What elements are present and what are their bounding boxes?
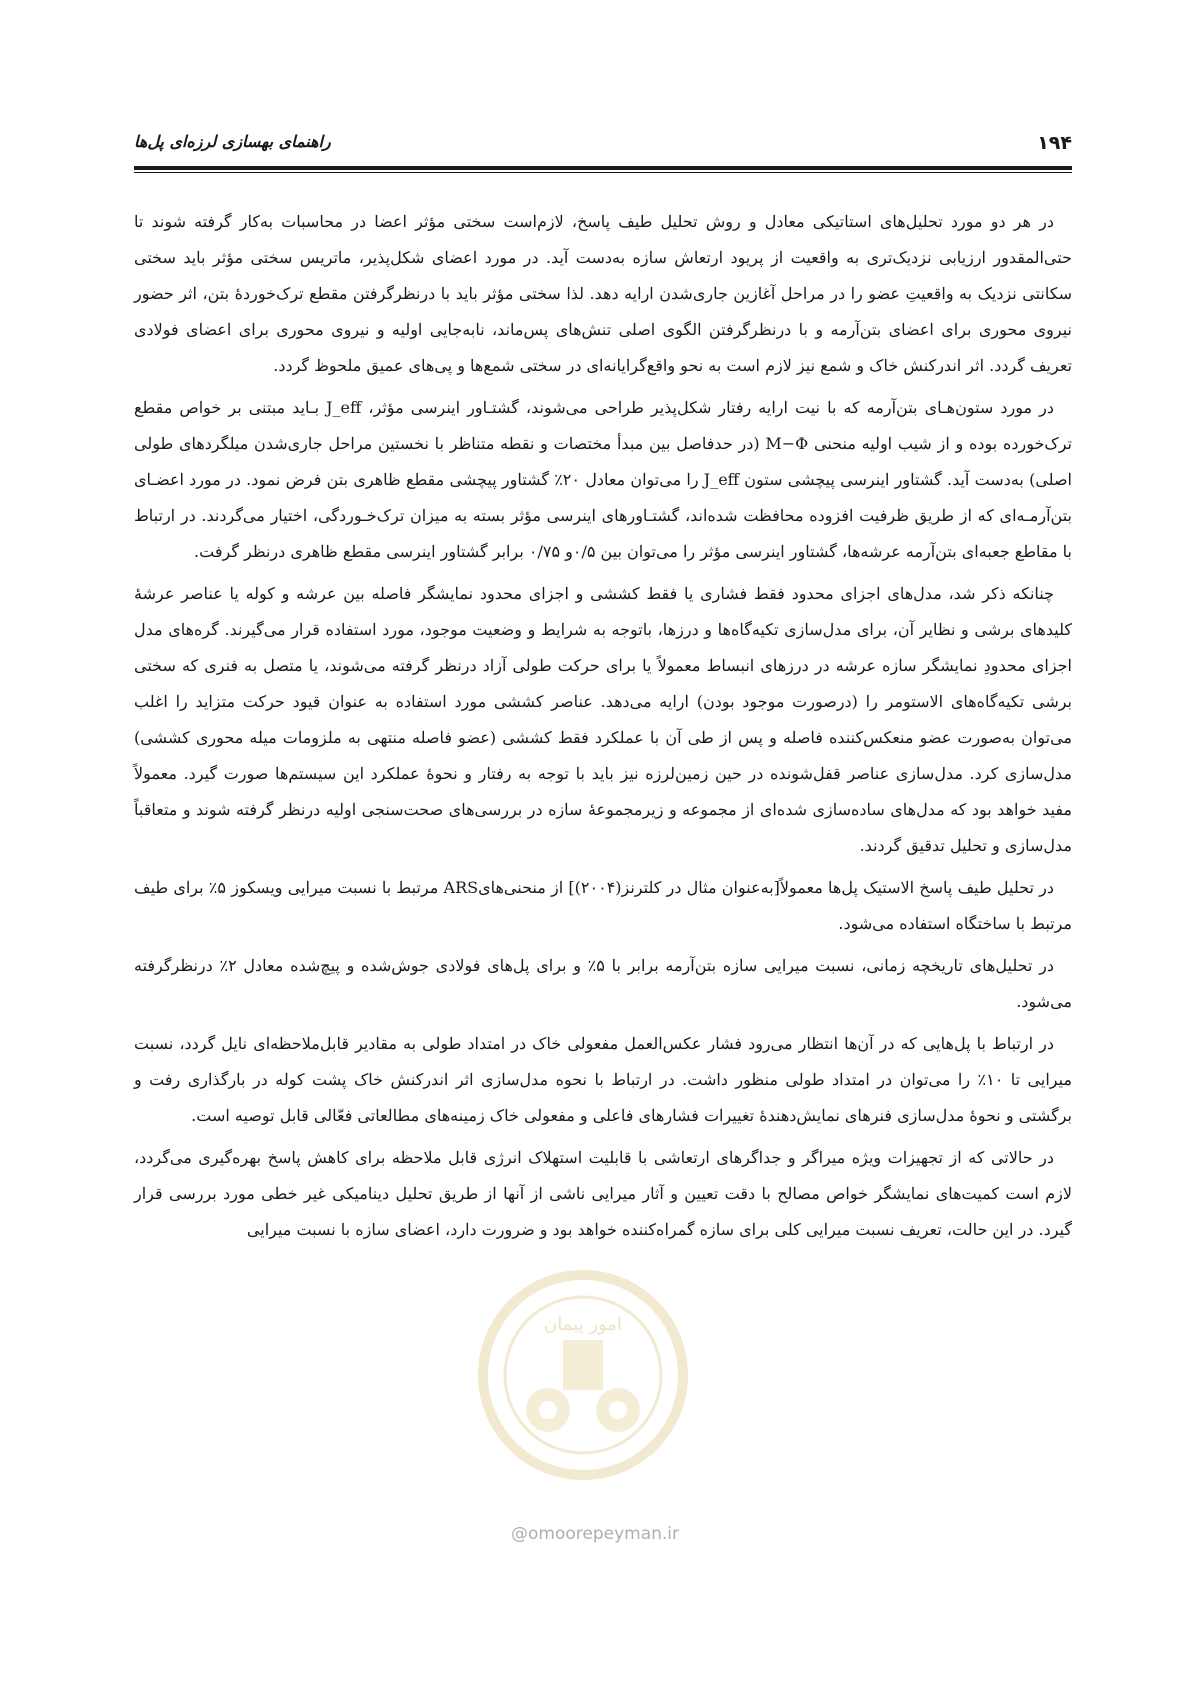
header-rule-thin [134,172,1072,173]
paragraph-column-inertia: در مورد ستون‌هـای بتن‌آرمه که با نیت ارایه رفتار شکل‌پذیر طراحی می‌شوند، گشتـاور اینرسی مؤثر، J_eff بـاید مبتنی بر خواص مقطع ترک‌خورده بوده و از شیب اولیه منحنی M−Φ (در حدفاصل بین مبدأ مختصات و نقطه متناظر با نخستین مراحل جاری‌شدن میلگردهای طولی اصلی) به‌دست آید. گشتاور اینرسی پیچشی ستون J_eff را می‌توان معادل ۲۰٪ گشتاور پیچشی مقطع ظاهری بتن فرض نمود. در مورد اعضـای بتن‌آرمـه‌ای که از طریق ظرفیت افزوده محافظت شده‌اند، گشتـاورهای اینرسی مؤثر بسته به میزان ترک‌خـوردگی، اختیار می‌گردند. در ارتباط با مقاطع جعبه‌ای بتن‌آرمه عرشه‌ها، گشتاور اینرسی مؤثر را می‌توان بین ۰/۵و ۰/۷۵ برابر گشتاور اینرسی مقطع ظاهری درنظر گرفت. [134,398,1072,561]
paragraph-finite-element-models: چنانکه ذکر شد، مدل‌های اجزای محدود فقط فشاری یا فقط کششی و اجزای محدود نمایشگر فاصله بین عرشه و کوله یا عناصر عرشهٔ کلیدهای برشی و نظایر آن، برای مدل‌سازی تکیه‌گاه‌ها و درزها، باتوجه به شرایط و وضعیت موجود، مورد استفاده قرار می‌گیرند. گره‌های مدل اجزای محدودِ نمایشگر سازه عرشه در درزهای انبساط معمولاً یا برای حرکت طولی آزاد درنظر گرفته می‌شوند، یا متصل به فنری که سختی برشی تکیه‌گاه‌های الاستومر را (درصورت موجود بودن) ارایه می‌دهد. عناصر کششی مورد استفاده به عنوان قیود حرکت متزاید را اغلب می‌توان به‌صورت عضو منعکس‌کننده فاصله و پس از طی آن با عملکرد فقط کششی (عضو فاصله منتهی به ملزومات میله محوری کششی) مدل‌سازی کرد. مدل‌سازی عناصر قفل‌شونده در حین زمین‌لرزه نیز باید با توجه به رفتار و نحوهٔ عملکرد این سیستم‌ها صورت گیرد. معمولاً مفید خواهد بود که مدل‌های ساده‌سازی شده‌ای از مجموعه و زیرمجموعهٔ سازه در بررسی‌های صحت‌سنجی اولیه درنظر گرفته شوند و متعاقباً مدل‌سازی و تحلیل تدقیق گردند. [134,584,1072,855]
watermark-logo-text: امور پیمان [544,1314,622,1335]
header-rule [134,166,1072,170]
running-title: راهنمای بهسازی لرزه‌ای پل‌ها [134,132,331,151]
page-header [134,128,1072,168]
paragraph-response-spectrum: در تحلیل طیف پاسخ الاستیک پل‌ها معمولاً[به‌عنوان مثال در کلترنز(۲۰۰۴)] از منحنی‌هایARS مرتبط با نسبت میرایی ویسکوز ۵٪ برای طیف مرتبط با ساختگاه استفاده می‌شود. [134,878,1072,933]
paragraph-dampers-isolators: در حالاتی که از تجهیزات ویژه میراگر و جداگرهای ارتعاشی با قابلیت استهلاک انرژی قابل ملاحظه برای کاهش پاسخ بهره‌گیری می‌گردد، لازم است کمیت‌های نمایشگر خواص مصالح با دقت تعیین و آثار میرایی ناشی از آنها از طریق تحلیل دینامیکی غیر خطی مورد بررسی قرار گیرد. در این حالت، تعریف نسبت میرایی کلی برای سازه گمراه‌کننده خواهد بود و ضرورت دارد، اعضای سازه با نسبت میرایی [134,1148,1072,1239]
watermark-url: @omoorepeyman.ir [510,1524,680,1544]
body-text [134,204,1072,1254]
paragraph-soil-damping: در ارتباط با پل‌هایی که در آن‌ها انتظار می‌رود فشار عکس‌العمل مفعولی خاک در امتداد طولی به مقادیر قابل‌ملاحظه‌ای نایل گردد، نسبت میرایی تا ۱۰٪ را می‌توان در امتداد طولی منظور داشت. در ارتباط با نحوه مدل‌سازی اثر اندرکنش خاک پشت کوله در بارگذاری رفت و برگشتی و نحوهٔ مدل‌سازی فنرهای نمایش‌دهندهٔ تغییرات فشارهای فاعلی و مفعولی خاک زمینه‌های مطالعاتی فعّالی قابل توصیه است. [134,1034,1073,1125]
watermark-logo [468,1260,698,1490]
page-number: ۱۹۴ [1037,132,1072,154]
paragraph-time-history: در تحلیل‌های تاریخچه زمانی، نسبت میرایی سازه بتن‌آرمه برابر با ۵٪ و برای پل‌های فولادی جوش‌شده و پیچ‌شده معادل ۲٪ درنظرگرفته می‌شود. [134,956,1072,1011]
paragraph-effective-stiffness: در هر دو مورد تحلیل‌های استاتیکی معادل و روش تحلیل طیف پاسخ، لازم‌است سختی مؤثر اعضا در محاسبات به‌کار گرفته شوند تا حتی‌المقدور ارزیابی نزدیک‌تری به واقعیت از پریود ارتعاش سازه به‌دست آید. در مورد اعضای شکل‌پذیر، ماتریس سختی مؤثر باید سختی سکانتی نزدیک به واقعیتِ عضو را در مراحل آغازین جاری‌شدن ارایه دهد. لذا سختی مؤثر باید با درنظرگرفتن مقطع ترک‌خوردهٔ بتن، اثر حضور نیروی محوری برای اعضای بتن‌آرمه و با درنظرگرفتن الگوی اصلی تنش‌های پس‌ماند، نابه‌جایی اولیه و نیروی محوری برای اعضای فولادی تعریف گردد. اثر اندرکنش خاک و شمع نیز لازم است به نحو واقع‌گرایانه‌ای در سختی شمع‌ها و پی‌های عمیق ملحوظ گردد. [134,212,1073,375]
